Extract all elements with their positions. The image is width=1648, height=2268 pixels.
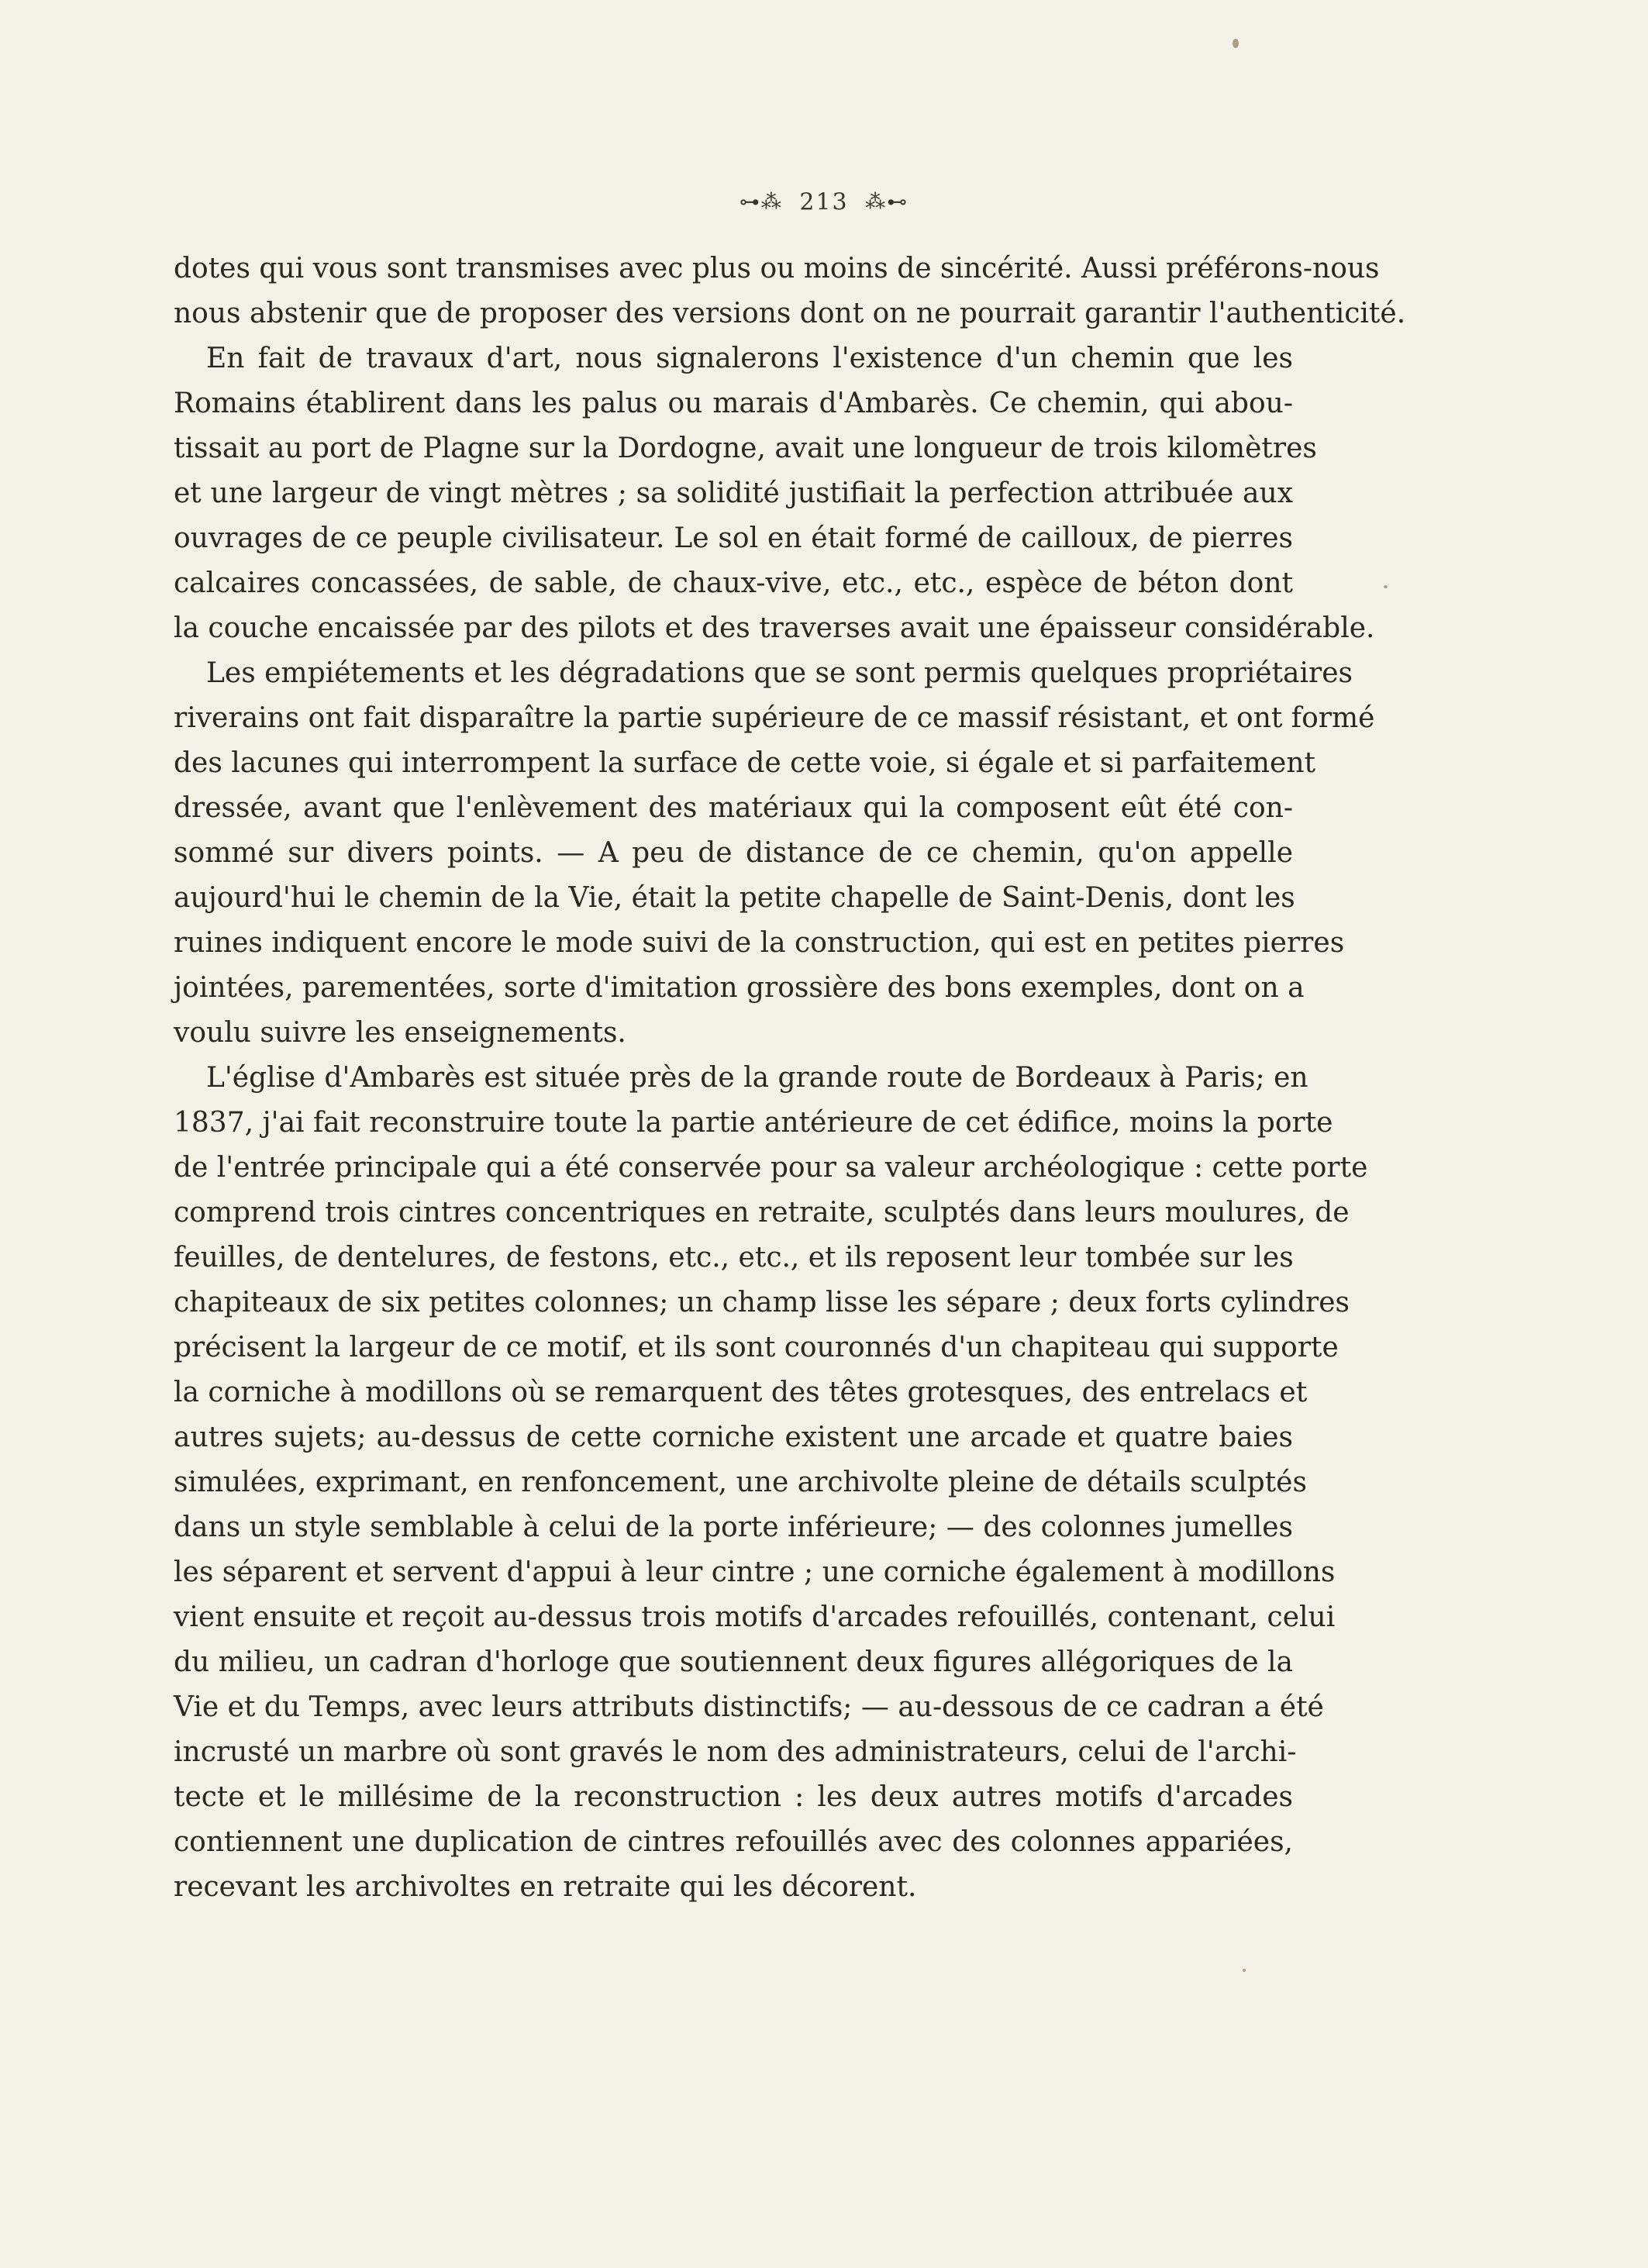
text-line: comprend trois cintres concentriques en retraite, sculptés dans leurs moulures, de xyxy=(174,1197,1350,1229)
paragraph-start-line: L'église d'Ambarès est située près de la grande route de Bordeaux à Paris; en xyxy=(206,1062,1308,1094)
text-line: simulées, exprimant, en renfoncement, une archivolte pleine de détails sculptés xyxy=(174,1467,1307,1498)
text-line: dressée, avant que l'enlèvement des matériaux qui la composent eût été con- xyxy=(174,792,1293,824)
text-line: vient ensuite et reçoit au-dessus trois motifs d'arcades refouillés, contenant, celui xyxy=(174,1601,1336,1633)
text-line: dotes qui vous sont transmises avec plus ou moins de sincérité. Aussi préférons-nous xyxy=(174,253,1380,284)
text-line: 1837, j'ai fait reconstruire toute la partie antérieure de cet édifice, moins la porte xyxy=(174,1107,1333,1139)
paragraph-start-line: Les empiétements et les dégradations que se sont permis quelques propriétaires xyxy=(206,657,1353,689)
paper-speck xyxy=(1233,39,1239,48)
text-line: incrusté un marbre où sont gravés le nom des administrateurs, celui de l'archi- xyxy=(174,1736,1297,1768)
text-line: dans un style semblable à celui de la porte inférieure; — des colonnes jumelles xyxy=(174,1511,1293,1543)
text-line: ruines indiquent encore le mode suivi de la construction, qui est en petites pierres xyxy=(174,927,1345,959)
page-number: 213 xyxy=(799,188,849,216)
text-line: chapiteaux de six petites colonnes; un champ lisse les sépare ; deux forts cylindres xyxy=(174,1287,1350,1318)
text-line: feuilles, de dentelures, de festons, etc., etc., et ils reposent leur tombée sur les xyxy=(174,1242,1294,1274)
text-line: et une largeur de vingt mètres ; sa solidité justifiait la perfection attribuée aux xyxy=(174,477,1293,509)
text-line: tissait au port de Plagne sur la Dordogne, avait une longueur de trois kilomètres xyxy=(174,433,1317,464)
text-line: autres sujets; au-dessus de cette corniche existent une arcade et quatre baies xyxy=(174,1422,1293,1453)
ornament-right-icon: ⁂⊷ xyxy=(865,191,909,214)
text-line: riverains ont fait disparaître la partie supérieure de ce massif résistant, et ont formé xyxy=(174,702,1375,734)
text-line: jointées, parementées, sorte d'imitation grossière des bons exemples, dont on a xyxy=(174,972,1305,1004)
paragraph-start-line: En fait de travaux d'art, nous signalerons l'existence d'un chemin que les xyxy=(206,343,1293,374)
text-line: la couche encaissée par des pilots et des traverses avait une épaisseur considérable. xyxy=(174,612,1375,644)
text-line: Vie et du Temps, avec leurs attributs distinctifs; — au-dessous de ce cadran a été xyxy=(174,1691,1324,1723)
page-number-header xyxy=(0,188,1648,216)
text-line: de l'entrée principale qui a été conservée pour sa valeur archéologique : cette porte xyxy=(174,1152,1368,1184)
text-line: tecte et le millésime de la reconstruction : les deux autres motifs d'arcades xyxy=(174,1781,1293,1813)
text-line: la corniche à modillons où se remarquent des têtes grotesques, des entrelacs et xyxy=(174,1377,1308,1408)
text-line: sommé sur divers points. — A peu de distance de ce chemin, qu'on appelle xyxy=(174,837,1293,869)
text-line: précisent la largeur de ce motif, et ils sont couronnés d'un chapiteau qui supporte xyxy=(174,1332,1339,1363)
paper-speck xyxy=(1384,585,1388,588)
text-line: Romains établirent dans les palus ou marais d'Ambarès. Ce chemin, qui abou- xyxy=(174,388,1293,419)
text-line: nous abstenir que de proposer des versions dont on ne pourrait garantir l'authenticité. xyxy=(174,298,1406,329)
text-line: calcaires concassées, de sable, de chaux-vive, etc., etc., espèce de béton dont xyxy=(174,567,1293,599)
text-line: contiennent une duplication de cintres refouillés avec des colonnes appariées, xyxy=(174,1826,1293,1858)
paper-speck xyxy=(1243,1969,1246,1972)
body-text xyxy=(174,246,1406,1910)
text-line: des lacunes qui interrompent la surface de cette voie, si égale et si parfaitement xyxy=(174,747,1316,779)
text-line: les séparent et servent d'appui à leur cintre ; une corniche également à modillons xyxy=(174,1556,1336,1588)
text-line: du milieu, un cadran d'horloge que soutiennent deux figures allégoriques de la xyxy=(174,1646,1293,1678)
text-line: recevant les archivoltes en retraite qui les décorent. xyxy=(174,1871,917,1903)
text-line: aujourd'hui le chemin de la Vie, était la petite chapelle de Saint-Denis, dont les xyxy=(174,882,1295,914)
ornament-left-icon: ⊶⁂ xyxy=(739,191,783,214)
text-line: ouvrages de ce peuple civilisateur. Le sol en était formé de cailloux, de pierres xyxy=(174,522,1293,554)
text-line: voulu suivre les enseignements. xyxy=(174,1017,626,1049)
